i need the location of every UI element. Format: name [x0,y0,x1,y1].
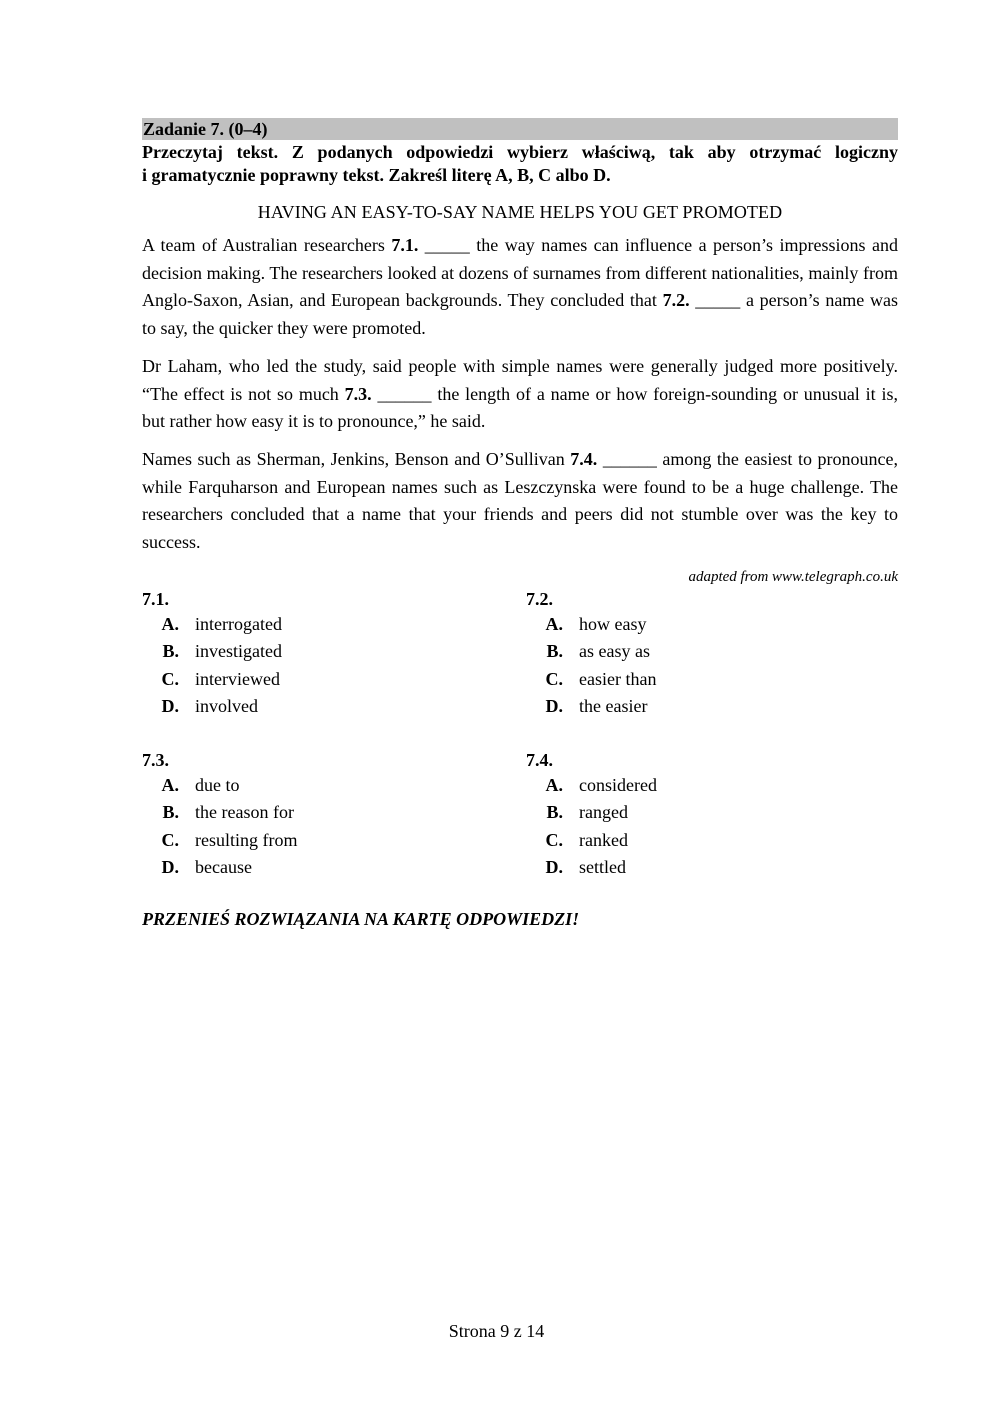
option-a[interactable] [526,772,898,800]
paragraph-text: Dr Laham, who led the study, said people with simple names were generally judged more positively. “The effect is not so much [142,355,898,404]
option-c[interactable] [526,666,898,694]
question-number: 7.4. [526,749,553,770]
option-letter: C. [545,829,563,850]
option-text: easier than [579,668,657,689]
questions-grid [142,587,898,882]
question-7-4 [526,748,898,882]
option-letter: A. [545,774,563,795]
instruction-line-1: Przeczytaj tekst. Z podanych odpowiedzi wybierz właściwą, tak aby otrzymać logiczny [142,142,898,162]
option-text: settled [579,857,626,878]
option-a[interactable] [142,772,526,800]
task-header: Zadanie 7. (0–4) [142,118,898,140]
option-letter: C. [161,829,179,850]
option-letter: A. [545,613,563,634]
option-c[interactable] [142,666,526,694]
paragraph-text: ______ among the easiest to pronounce, while Farquharson and European names such as Leszczynska were found to be a huge challenge. The researchers concluded that a name that your friends and peers did not stumble over was the key to success. [142,448,898,553]
option-text: the reason for [195,802,294,823]
gap-label: 7.2. [662,290,690,311]
paragraph-1 [142,232,898,343]
option-letter: D. [161,857,179,878]
question-7-3 [142,748,526,882]
page-number: Strona 9 z 14 [448,1321,545,1341]
option-d[interactable] [526,854,898,882]
question-7-1 [142,587,526,721]
option-letter: C. [161,668,179,689]
paragraph-text: A team of Australian researchers [142,235,392,255]
option-letter: A. [161,613,179,634]
option-text: how easy [579,613,647,634]
question-number: 7.2. [526,588,553,609]
transfer-answers-note: PRZENIEŚ ROZWIĄZANIA NA KARTĘ ODPOWIEDZI! [142,908,580,929]
option-b[interactable] [526,799,898,827]
option-text: the easier [579,696,648,717]
gap-label: 7.3. [344,383,372,404]
text-title: HAVING AN EASY-TO-SAY NAME HELPS YOU GET PROMOTED [257,202,783,222]
paragraph-3 [142,446,898,557]
option-b[interactable] [142,799,526,827]
option-text: because [195,857,252,878]
option-text: involved [195,696,258,717]
exam-page [142,118,898,930]
option-text: investigated [195,641,282,662]
option-d[interactable] [142,854,526,882]
option-letter: D. [545,696,563,717]
option-text: due to [195,774,240,795]
paragraph-text: Names such as Sherman, Jenkins, Benson and O’Sullivan [142,448,571,469]
gap-label: 7.1. [391,235,419,255]
option-text: interrogated [195,613,282,634]
option-text: as easy as [579,641,650,662]
option-a[interactable] [142,611,526,639]
option-letter: B. [162,641,179,662]
option-c[interactable] [142,827,526,855]
option-letter: B. [546,802,563,823]
option-b[interactable] [142,638,526,666]
option-text: interviewed [195,668,280,689]
option-letter: B. [546,641,563,662]
option-letter: D. [545,857,563,878]
option-letter: D. [161,696,179,717]
gap-label: 7.4. [570,448,598,469]
question-number: 7.3. [142,749,169,770]
option-c[interactable] [526,827,898,855]
option-b[interactable] [526,638,898,666]
option-a[interactable] [526,611,898,639]
paragraph-text: ______ the length of a name or how foreign-sounding or unusual it is, but rather how easy it is to pronounce,” he said. [142,383,898,432]
option-text: resulting from [195,829,298,850]
question-number: 7.1. [142,588,169,609]
option-letter: A. [161,774,179,795]
paragraph-text: _____ a person’s name was to say, the quicker they were promoted. [142,290,898,339]
instruction-line-2: i gramatycznie poprawny tekst. Zakreśl literę A, B, C albo D. [142,165,611,185]
option-letter: C. [545,668,563,689]
source-citation: adapted from www.telegraph.co.uk [688,568,898,585]
task-instruction [142,141,898,187]
option-letter: B. [162,802,179,823]
paragraph-2 [142,353,898,436]
option-d[interactable] [142,693,526,721]
option-d[interactable] [526,693,898,721]
paragraph-text: _____ the way names can influence a person’s impressions and decision making. The researchers looked at dozens of surnames from different nationalities, mainly from Anglo-Saxon, Asian, and European backgrounds. They concluded that [142,235,898,311]
option-text: considered [579,774,657,795]
question-7-2 [526,587,898,721]
option-text: ranged [579,802,628,823]
option-text: ranked [579,829,628,850]
